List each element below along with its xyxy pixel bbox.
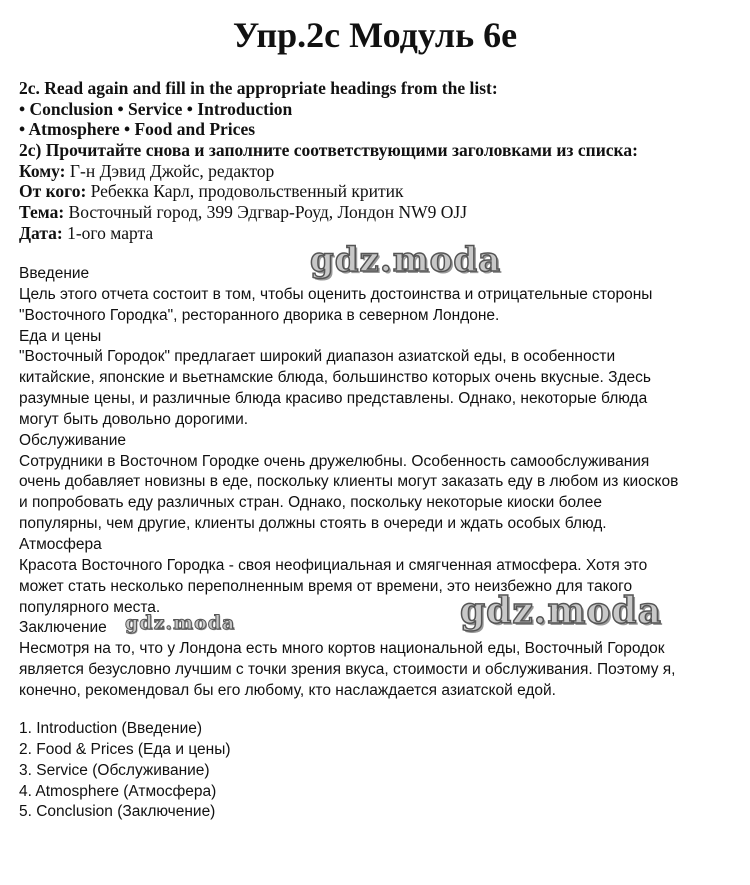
- answer-item: 3. Service (Обслуживание): [19, 761, 210, 779]
- report-line: разумные цены, и различные блюда красиво представлены. Однако, некоторые блюда: [19, 390, 648, 408]
- heading-conclusion: Заключение: [19, 619, 107, 637]
- answer-item: 4. Atmosphere (Атмосфера): [19, 782, 217, 800]
- memo-from-label: От кого:: [19, 181, 87, 202]
- memo-to: [19, 161, 739, 182]
- answer-item: 5. Conclusion (Заключение): [19, 803, 216, 821]
- report-line: Несмотря на то, что у Лондона есть много кортов национальной еды, Восточный Городок: [19, 640, 665, 658]
- report-line: популярны, чем другие, клиенты должны стоять в очереди и ждать особых блюд.: [19, 515, 607, 533]
- answers-list: [19, 719, 231, 823]
- heading-service: Обслуживание: [19, 431, 127, 449]
- task-instruction-ru: 2с) Прочитайте снова и заполните соответствующими заголовками из списка:: [19, 140, 638, 161]
- task-block: [19, 78, 739, 244]
- report-line: является безусловно лучшим с точки зрения вкуса, стоимости и обслуживания. Поэтому я,: [19, 661, 676, 679]
- report-line: могут быть довольно дорогими.: [19, 410, 249, 428]
- report-line: китайские, японские и вьетнамские блюда, большинство которых очень вкусные. Здесь: [19, 369, 651, 387]
- report-line: Сотрудники в Восточном Городке очень дружелюбны. Особенность самообслуживания: [19, 452, 650, 470]
- memo-to-value: Г-н Дэвид Джойс, редактор: [65, 160, 275, 181]
- watermark: gdz.moda: [125, 612, 236, 634]
- memo-from: [19, 181, 739, 202]
- memo-subject-value: Восточный город, 399 Эдгвар-Роуд, Лондон NW9 OJJ: [64, 202, 468, 223]
- memo-date-label: Дата:: [19, 222, 63, 243]
- watermark: gdz.moda: [460, 590, 662, 632]
- memo-from-value: Ребекка Карл, продовольственный критик: [86, 181, 404, 202]
- headings-list-2: • Atmosphere • Food and Prices: [19, 119, 256, 140]
- heading-introduction: Введение: [19, 265, 90, 282]
- answer-item: 2. Food & Prices (Еда и цены): [19, 740, 231, 758]
- report-line: "Восточного Городка", ресторанного дворика в северном Лондоне.: [19, 306, 500, 324]
- task-instruction-en: 2c. Read again and fill in the appropriate headings from the list:: [19, 78, 498, 98]
- heading-food-prices: Еда и цены: [19, 327, 102, 345]
- answer-item: 1. Introduction (Введение): [19, 720, 203, 737]
- heading-atmosphere: Атмосфера: [19, 535, 102, 553]
- report-line: "Восточный Городок" предлагает широкий диапазон азиатской еды, в особенности: [19, 348, 616, 366]
- memo-subject-label: Тема:: [19, 202, 65, 223]
- page-title: Упр.2с Модуль 6е: [232, 15, 518, 55]
- headings-list-1: • Conclusion • Service • Introduction: [19, 98, 293, 119]
- report-body: [19, 264, 739, 702]
- report-line: Красота Восточного Городка - своя неофициальная и смягченная атмосфера. Хотя это: [19, 556, 648, 574]
- memo-date-value: 1-ого марта: [62, 222, 154, 243]
- report-line: и попробовать еду различных стран. Однако, поскольку некоторые киоски более: [19, 494, 603, 512]
- report-line: популярного места.: [19, 598, 161, 616]
- report-line: конечно, рекомендовал бы его любому, кто наслаждается азиатской едой.: [19, 681, 556, 699]
- report-line: Цель этого отчета состоит в том, чтобы оценить достоинства и отрицательные стороны: [19, 285, 653, 303]
- memo-subject: [19, 202, 739, 223]
- report-line: очень добавляет новизны в еде, поскольку клиенты могут заказать еду в любом из киосков: [19, 473, 679, 491]
- memo-to-label: Кому:: [19, 160, 66, 181]
- watermark: gdz.moda: [310, 240, 502, 280]
- report-line: может стать несколько переполненным время от времени, это неизбежно для такого: [19, 577, 633, 595]
